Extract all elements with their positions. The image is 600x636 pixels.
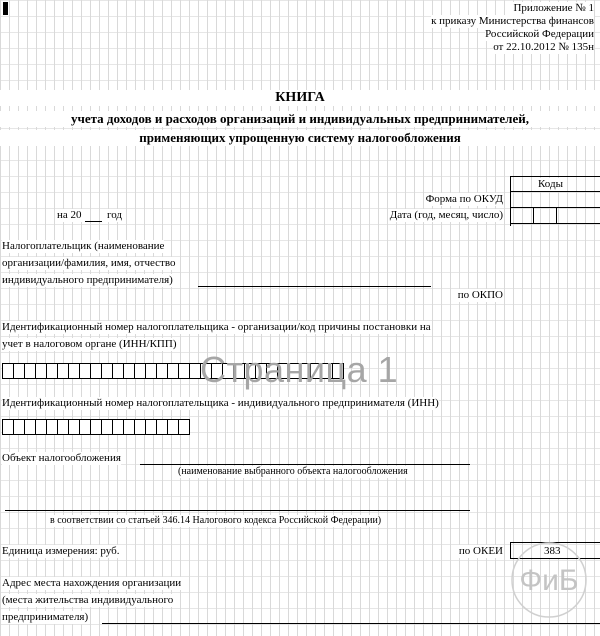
fib-logo-graphic [503,540,595,620]
date-separator-2 [556,207,557,223]
codes-header-bottom-border [510,191,600,192]
address-input-line[interactable] [102,623,600,624]
codes-header: Коды [538,178,563,190]
object-basis: в соответствии со статьей 346.14 Налогового кодекса Российской Федерации) [50,515,382,526]
fib-logo-text: ФиБ [519,564,579,597]
okei-value: 383 [544,545,561,557]
object-basis-line[interactable] [5,510,470,511]
cell-cursor [3,2,8,15]
codes-column-left-border [510,176,511,226]
object-hint: (наименование выбранного объекта налогообложения [178,466,408,477]
okei-label: по ОКЕИ [458,545,503,557]
appendix-line-1: Приложение № 1 [513,2,594,14]
codes-header-top-border [510,176,600,177]
book-subtitle-2: применяющих упрощенную систему налогообложения [0,130,600,146]
taxpayer-label-1: Налогоплательщик (наименование [2,240,165,252]
fib-logo [503,540,595,620]
address-label-2: (места жительства индивидуального [2,594,174,606]
date-field-border [510,223,600,224]
object-input-line[interactable] [140,464,470,465]
okud-label: Форма по ОКУД [425,193,503,205]
appendix-line-3: Российской Федерации [485,28,594,40]
inn-ip-cell[interactable] [178,419,190,435]
object-label: Объект налогообложения [2,452,121,464]
unit-label: Единица измерения: руб. [2,545,120,557]
inn-ip-label: Идентификационный номер налогоплательщика - индивидуального предпринимателя (ИНН) [2,397,439,409]
address-label-3: предпринимателя) [2,611,89,623]
taxpayer-input-line[interactable] [198,286,431,287]
taxpayer-label-3: индивидуального предпринимателя) [2,274,173,286]
book-subtitle-1: учета доходов и расходов организаций и индивидуальных предпринимателей, [0,111,600,127]
page-watermark: Страница 1 [200,349,399,390]
address-label-1: Адрес места нахождения организации [2,577,182,589]
year-prefix: на 20 [57,209,82,221]
year-suffix: год [107,209,123,221]
inn-ip-cells[interactable] [2,419,189,435]
date-separator-1 [533,207,534,223]
appendix-line-4: от 22.10.2012 № 135н [493,41,594,53]
inn-kpp-label-1: Идентификационный номер налогоплательщика - организации/код причины постановки на [2,321,431,333]
okpo-label: по ОКПО [457,289,503,301]
year-input-line[interactable] [85,221,102,222]
date-label: Дата (год, месяц, число) [389,209,503,221]
taxpayer-label-2: организации/фамилия, имя, отчество [2,257,176,269]
appendix-line-2: к приказу Министерства финансов [431,15,594,27]
book-title: КНИГА [0,90,600,106]
inn-kpp-label-2: учет в налоговом органе (ИНН/КПП) [2,338,177,350]
okud-field-border [510,207,600,208]
